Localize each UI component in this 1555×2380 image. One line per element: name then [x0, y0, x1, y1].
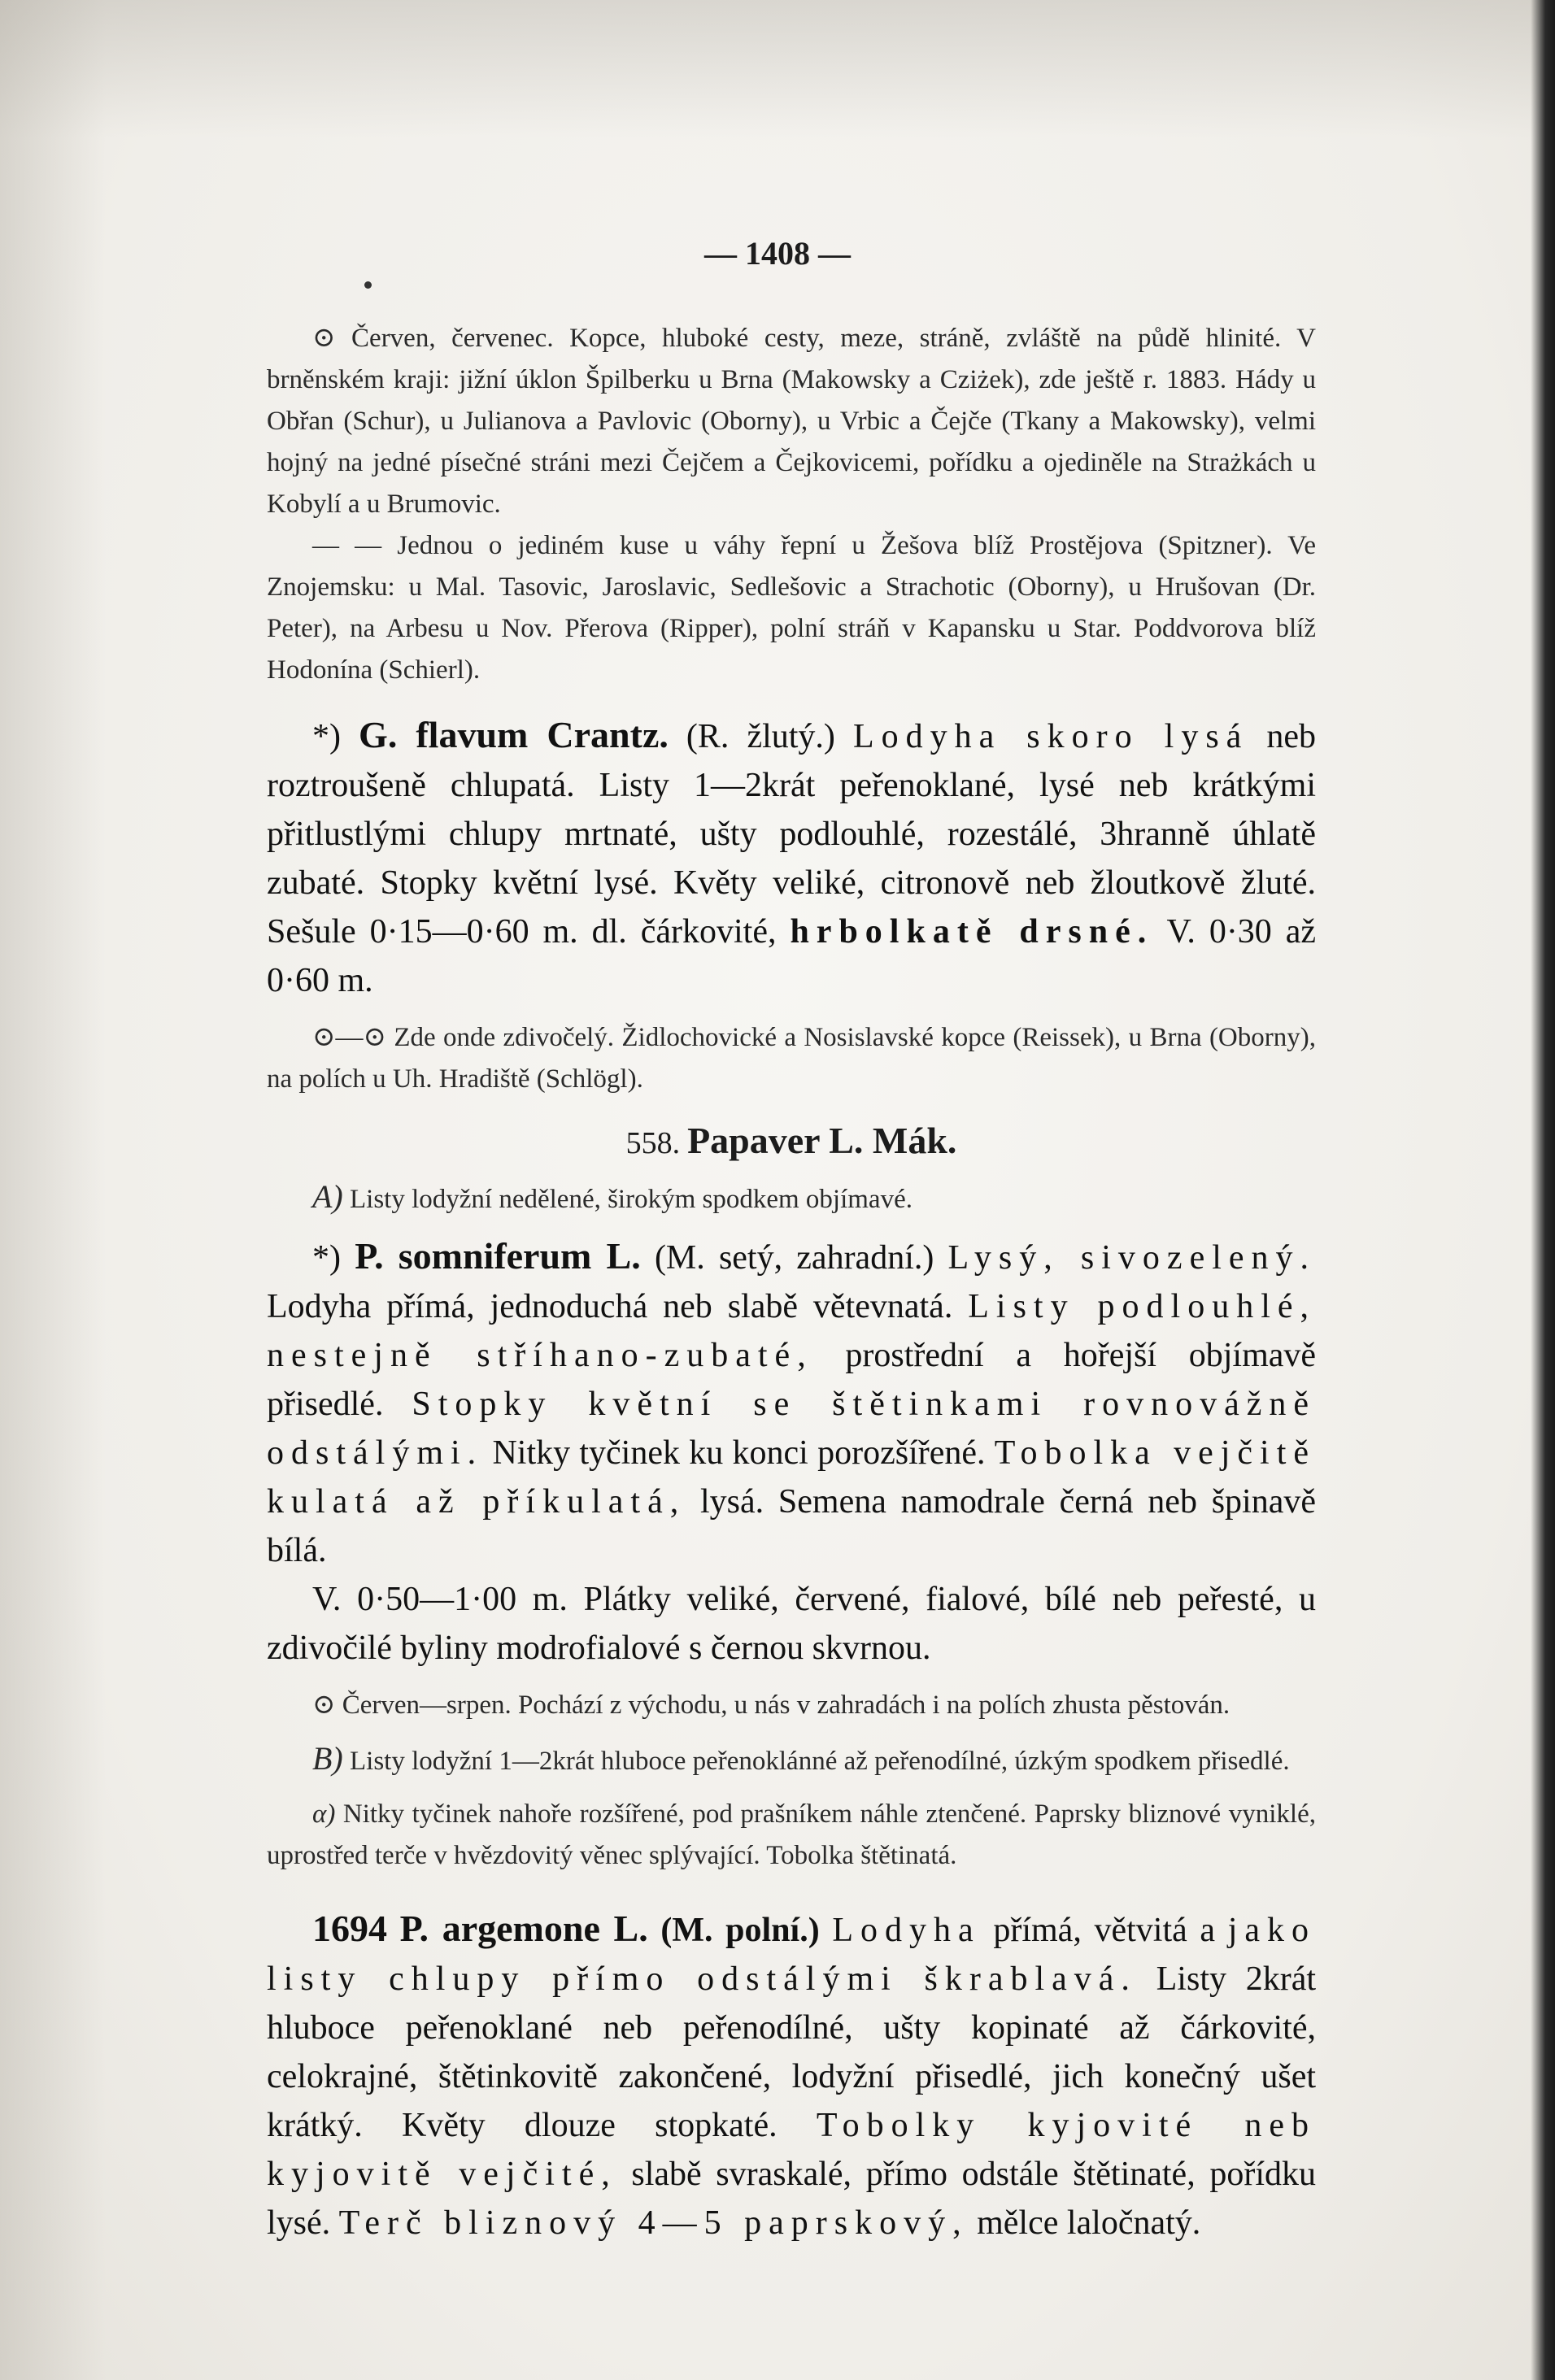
section-text: Nitky tyčinek nahoře rozšířené, pod prašníkem náhle ztenčené. Paprsky bliznové vyniklé, uprostřed terče v hvězdovitý věnec splývající. Tobolka štětinatá. [267, 1799, 1316, 1870]
section-a [267, 1176, 1316, 1220]
section-label: α) [312, 1799, 336, 1829]
page-number: — 1408 — [704, 235, 851, 272]
description-text: slabě svraskalé, přímo odstále štětinaté, pořídku lysé. [267, 2156, 1316, 2242]
ink-speck [364, 281, 372, 289]
genus-heading [267, 1120, 1316, 1164]
spaced-text: Tobolky kyjovité neb kyjovitě vejčité, [267, 2107, 1317, 2193]
species-papaver-somniferum [267, 1232, 1316, 1575]
spaced-text: Tobolka vejčitě kulatá až příkulatá, [267, 1434, 1317, 1521]
paragraph-somniferum-flowering [267, 1684, 1316, 1726]
scan-shadow-top [0, 0, 1555, 138]
genus-number: 558. [625, 1126, 681, 1160]
paragraph-distribution-1 [267, 317, 1316, 525]
spaced-text: Lodyha [832, 1912, 981, 1949]
description-text: Listy 2krát hluboce peřenoklané neb peřenodílné, ušty kopinaté až čárkovité, celokrajné, štětinkovitě zakončené, lodyžní přisedlé, jich konečný ušet krátký. Květy dlouze stopkaté. [267, 1960, 1317, 2144]
description-text: Nitky tyčinek ku konci porozšířené. [492, 1434, 986, 1472]
description-text: mělce laločnatý. [977, 2204, 1201, 2242]
distribution-text: Červen, červenec. Kopce, hluboké cesty, meze, stráně, zvláště na půdě hlinité. V brněnském kraji: jižní úklon Špilberku u Brna (Makowsky a Cziżek), zde ještě r. 1883. Hády u Obřan (Schur), u Julianova a Pavlovic (Oborny), u Vrbic a Čejče (Tkany a Makowsky), velmi hojný na jedné písečné stráni mezi Čejčem a Čejkovicemi, pořídku a ojediněle na Strażkách u Kobylí a u Brumovic. [267, 324, 1317, 519]
genus-name: Papaver L. Mák. [687, 1120, 957, 1161]
native-marker: *) [312, 718, 341, 755]
species-number: 1694 [312, 1908, 387, 1949]
species-name: P. argemone L. [399, 1908, 648, 1949]
section-label: B) [312, 1740, 343, 1777]
biennial-symbol-icon: ⊙—⊙ [312, 1022, 386, 1052]
spaced-text: Listy podlouhlé, nestejně stříhano-zubaté, [267, 1288, 1317, 1374]
species-name: P. somniferum L. [355, 1235, 641, 1277]
annual-symbol-icon: ⊙ [312, 323, 336, 353]
species-glaucium-flavum [267, 711, 1316, 1005]
section-alpha [267, 1794, 1316, 1877]
scan-border-right [1531, 0, 1555, 2380]
species-papaver-argemone [267, 1904, 1316, 2247]
flowering-text: Červen—srpen. Pochází z východu, u nás v zahradách i na polích zhusta pěstován. [342, 1690, 1230, 1720]
size-text: V. 0·30 až 0·60 m. [267, 913, 1317, 999]
description-text: prostřední a hořejší objímavě přisedlé. [267, 1337, 1317, 1423]
spaced-text: jako listy chlupy přímo odstálými škrablavá. [267, 1912, 1317, 1998]
spaced-text: Lysý, sivozelený. [947, 1239, 1317, 1277]
description-text: Lodyha přímá, jednoduchá neb slabě větevnatá. [267, 1288, 953, 1325]
scan-shadow-left [0, 0, 106, 2380]
spaced-text: Stopky květní se štětinkami rovnovážně odstálými. [267, 1386, 1316, 1472]
page-body [267, 317, 1316, 2247]
description-text: neb roztroušeně chlupatá. Listy 1—2krát peřenoklané, lysé neb krátkými přitlustlými chlupy mrtnaté, ušty podlouhlé, rozestálé, 3hranně úhlatě zubaté. Stopky květní lysé. Květy veliké, citronově neb žloutkově žluté. Sešule 0·15—0·60 m. dl. čárkovité, [267, 718, 1317, 951]
section-b [267, 1738, 1316, 1782]
native-marker: *) [312, 1239, 341, 1277]
paragraph-glaucium-distribution [267, 1016, 1316, 1100]
spaced-text: Terč bliznový 4—5 paprskový, [338, 2204, 969, 2242]
section-text: Listy lodyžní nedělené, širokým spodkem objímavé. [350, 1185, 913, 1214]
section-text: Listy lodyžní 1—2krát hluboce peřenoklánné až peřenodílné, úzkým spodkem přisedlé. [350, 1747, 1290, 1776]
section-label: A) [312, 1178, 343, 1215]
paragraph-distribution-2: — — Jednou o jediném kuse u váhy řepní u Žešova blíž Prostějova (Spitzner). Ve Znojemsku: u Mal. Tasovic, Jaroslavic, Sedlešovic a Strachotic (Oborny), u Hrušovan (Dr. Peter), na Arbesu u Nov. Přerova (Ripper), polní stráň v Kapansku u Star. Poddvorova blíž Hodonína (Schierl). [267, 531, 1316, 685]
common-name: (M. polní.) [660, 1912, 820, 1949]
annual-symbol-icon: ⊙ [312, 1690, 336, 1720]
spaced-text: hrbolkatě drsné. [790, 913, 1154, 951]
common-name: (R. žlutý.) [686, 718, 835, 755]
description-text: lysá. Semena namodrale černá neb špinavě bílá. [267, 1483, 1316, 1569]
spaced-text: Lodyha skoro lysá [852, 718, 1249, 755]
species-name: G. flavum Crantz. [359, 714, 669, 755]
paragraph-somniferum-size: V. 0·50—1·00 m. Plátky veliké, červené, fialové, bílé neb peřesté, u zdivočilé byliny modrofialové s černou skvrnou. [267, 1581, 1316, 1667]
description-text: přímá, větvitá a [993, 1912, 1216, 1949]
distribution-text: Zde onde zdivočelý. Židlochovické a Nosislavské kopce (Reissek), u Brna (Oborny), na polích u Uh. Hradiště (Schlögl). [267, 1023, 1316, 1094]
common-name: (M. setý, zahradní.) [654, 1239, 934, 1277]
